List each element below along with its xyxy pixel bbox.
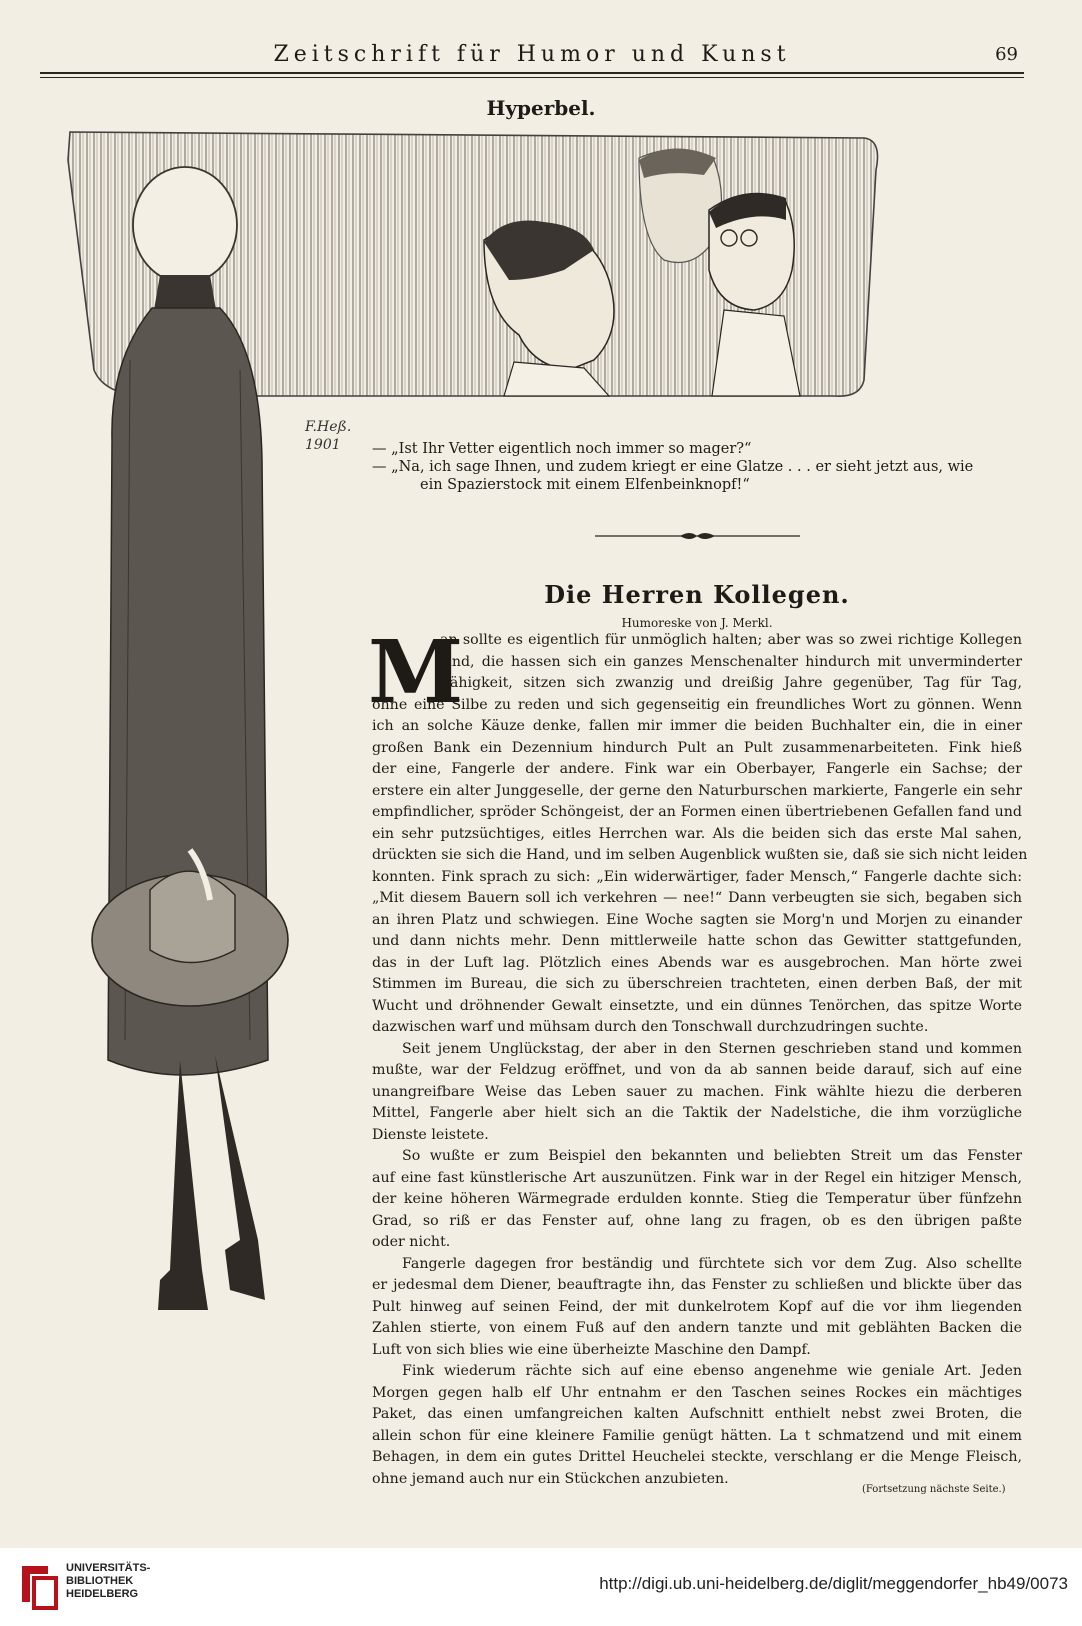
- body-line: an ihren Platz und schwiegen. Eine Woche sagten sie Morg'n und Morjen zu einander: [372, 911, 1022, 928]
- body-line: Grad, so riß er das Fenster auf, ohne lang zu fragen, ob es den übrigen paßte: [372, 1212, 1022, 1229]
- page-number: 69: [995, 44, 1018, 65]
- library-name-line: BIBLIOTHEK: [66, 1575, 134, 1587]
- body-line: Wucht und dröhnender Gewalt einsetzte, und ein dünnes Tenörchen, das spitze Worte: [372, 997, 1022, 1014]
- body-line: So wußte er zum Beispiel den bekannten und beliebten Streit um das Fenster: [402, 1148, 1022, 1164]
- caption-line: — „Ist Ihr Vetter eigentlich noch immer so mager?“: [372, 441, 752, 457]
- body-line: Fink wiederum rächte sich auf eine ebenso angenehme wie geniale Art. Jeden: [402, 1363, 1022, 1379]
- body-line: auf eine fast künstlerische Art auszunützen. Fink war in der Regel ein hitziger Mensch,: [372, 1169, 1022, 1186]
- signature-name: F.Heß.: [305, 419, 352, 435]
- body-line: Pult hinweg auf seinen Feind, der mit dunkelrotem Kopf auf die vor ihm liegenden: [372, 1298, 1022, 1315]
- body-line: oder nicht.: [372, 1234, 451, 1250]
- body-line: Zahlen stierte, von einem Fuß auf den andern tanzte und mit geblähten Backen die: [372, 1320, 1022, 1336]
- drop-cap: M: [368, 622, 464, 723]
- body-line: allein schon für eine kleinere Familie genügt hätten. La t schmatzend und mit einem: [372, 1427, 1022, 1444]
- body-line: der keine höheren Wärmegrade erdulden konnte. Stieg die Temperatur über fünfzehn: [372, 1191, 1022, 1207]
- body-line: Stimmen im Bureau, die sich zu überschreien trachteten, einen derben Baß, der mit: [372, 976, 1022, 992]
- caption-line: ein Spazierstock mit einem Elfenbeinknopf!“: [420, 477, 750, 493]
- illustration-title: Hyperbel.: [486, 96, 596, 120]
- body-line: Fangerle dagegen fror beständig und fürchtete sich vor dem Zug. Also schellte: [402, 1255, 1022, 1272]
- ornamental-divider: [595, 530, 800, 542]
- library-name-line: HEIDELBERG: [66, 1588, 139, 1600]
- body-line: mußte, war der Feldzug eröffnet, und von da ab sannen beide darauf, sich auf eine: [372, 1062, 1022, 1078]
- body-line: ohne jemand auch nur ein Stückchen anzubieten.: [372, 1470, 729, 1487]
- body-line: drückten sie sich die Hand, und im selben Augenblick wußten sie, daß sie sich nicht leiden: [372, 847, 1028, 863]
- header-rule: [40, 72, 1024, 74]
- source-url[interactable]: http://digi.ub.uni-heidelberg.de/diglit/meggendorfer_hb49/0073: [599, 1574, 1068, 1593]
- body-line: das in der Luft lag. Plötzlich eines Abends war es ausgebrochen. Man hörte zwei: [372, 954, 1022, 971]
- body-line: ohne eine Silbe zu reden und sich gegenseitig ein freundliches Wort zu gönnen. Wenn: [372, 696, 1022, 713]
- body-line: der eine, Fangerle der andere. Fink war ein Oberbayer, Fangerle ein Sachse; der: [372, 761, 1022, 777]
- article-title: Die Herren Kollegen.: [544, 580, 850, 609]
- body-line: Zähigkeit, sitzen sich zwanzig und dreißig Jahre gegenüber, Tag für Tag,: [440, 675, 1022, 691]
- caption-line: — „Na, ich sage Ihnen, und zudem kriegt er eine Glatze . . . er sieht jetzt aus, wie: [372, 459, 974, 475]
- body-line: Seit jenem Unglückstag, der aber in den Sternen geschrieben stand und kommen: [402, 1040, 1022, 1057]
- body-line: konnten. Fink sprach zu sich: „Ein widerwärtiger, fader Mensch,“ Fangerle dachte sich:: [372, 868, 1022, 885]
- body-line: dazwischen warf und mühsam durch den Tonschwall durchzudringen suchte.: [372, 1019, 929, 1035]
- body-line: Luft von sich blies wie eine überheizte Maschine den Dampf.: [372, 1341, 811, 1358]
- thin-man-illustration: [40, 160, 340, 1340]
- body-line: Mittel, Fangerle aber hielt sich an die Taktik der Nadelstiche, die ihm vorzügliche: [372, 1105, 1022, 1121]
- body-line: „Mit diesem Bauern soll ich verkehren — nee!“ Dann verbeugten sie sich, begaben sich: [372, 890, 1022, 906]
- library-name-line: UNIVERSITÄTS-: [66, 1562, 151, 1574]
- body-line: und dann nichts mehr. Denn mittlerweile hatte schon das Gewitter stattgefunden,: [372, 933, 1022, 949]
- body-line: er jedesmal dem Diener, beauftragte ihn, das Fenster zu schließen und blickte über das: [372, 1277, 1022, 1293]
- signature-year: 1901: [305, 437, 341, 454]
- library-name: [66, 1562, 150, 1601]
- body-line: erstere ein alter Junggeselle, der gerne den Naturburschen markierte, Fangerle ein sehr: [372, 782, 1022, 799]
- body-line: an sollte es eigentlich für unmöglich halten; aber was so zwei richtige Kollegen: [440, 632, 1022, 648]
- header-rule-thin: [40, 77, 1024, 78]
- body-line: sind, die hassen sich ein ganzes Menschenalter hindurch mit unverminderter: [440, 653, 1022, 670]
- body-line: Behagen, in dem ein gutes Drittel Heuchelei steckte, verschlang er die Menge Fleisch,: [372, 1449, 1022, 1465]
- continued-note: (Fortsetzung nächste Seite.): [862, 1484, 1006, 1495]
- artist-signature: [305, 418, 377, 454]
- body-line: Paket, das einen umfangreichen kalten Aufschnitt enthielt nebst zwei Broten, die: [372, 1406, 1022, 1422]
- body-line: ein sehr putzsüchtiges, eitles Herrchen war. Als die beiden sich das erste Mal sahen,: [372, 825, 1022, 842]
- digitization-footer: [0, 1548, 1082, 1626]
- body-line: unangreifbare Weise das Leben sauer zu machen. Fink wählte hiezu die derberen: [372, 1083, 1022, 1100]
- body-line: empfindlicher, spröder Schöngeist, der an Formen einen übertriebenen Gefallen fand und: [372, 804, 1022, 820]
- running-header: [40, 38, 1024, 74]
- body-line: Dienste leistete.: [372, 1126, 489, 1143]
- library-logo-icon: [18, 1562, 60, 1612]
- body-line: großen Bank ein Dezennium hindurch Pult an Pult zusammenarbeiteten. Fink hieß: [372, 739, 1022, 756]
- body-line: Morgen gegen halb elf Uhr entnahm er den Taschen seines Rockes ein mächtiges: [372, 1384, 1022, 1401]
- article-byline: Humoreske von J. Merkl.: [621, 616, 773, 630]
- journal-title: Zeitschrift für Humor und Kunst: [273, 42, 791, 67]
- body-line: ich an solche Käuze denke, fallen mir immer die beiden Buchhalter ein, die in einer: [372, 718, 1022, 734]
